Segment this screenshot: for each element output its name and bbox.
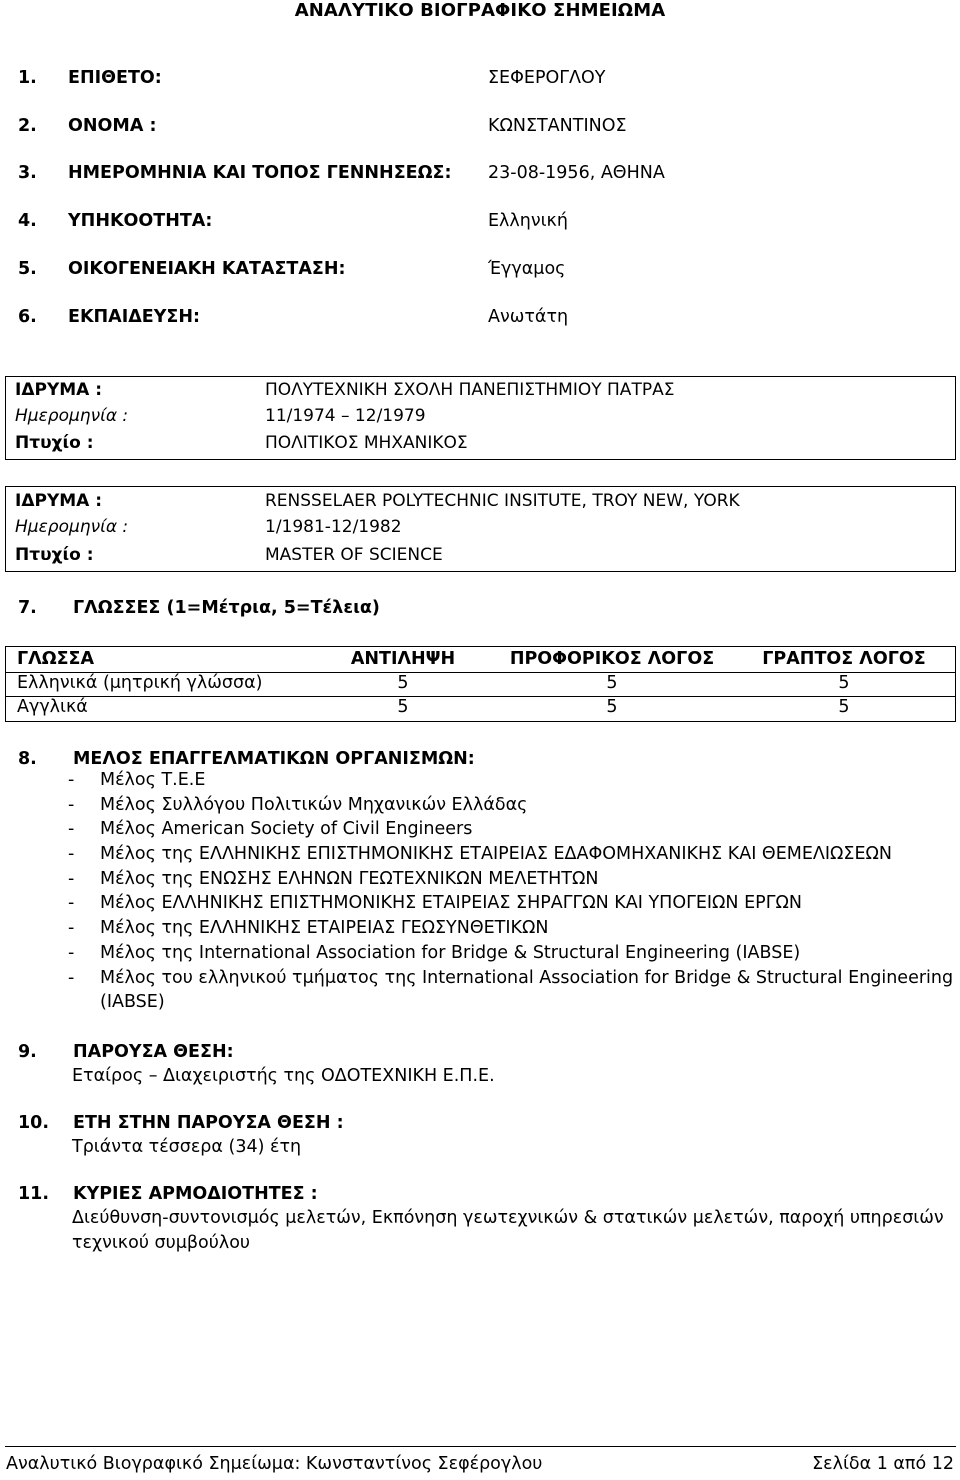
edu-date-label: Ημερομηνία :: [15, 517, 129, 537]
field-value: Έγγαμος: [488, 259, 566, 279]
edu-institution-label: ΙΔΡΥΜΑ :: [15, 380, 103, 400]
table-cell: 5: [397, 673, 409, 693]
section-title: ΚΥΡΙΕΣ ΑΡΜΟΔΙΟΤΗΤΕΣ :: [73, 1184, 318, 1204]
section-heading-languages: [18, 598, 918, 622]
edu-institution-label: ΙΔΡΥΜΑ :: [15, 491, 103, 511]
table-header-row: [6, 649, 955, 674]
item-number: 2.: [18, 116, 37, 136]
edu-degree-value: ΠΟΛΙΤΙΚΟΣ ΜΗΧΑΝΙΚΟΣ: [265, 433, 468, 453]
personal-row-nationality: [0, 211, 960, 235]
edu-degree-label: Πτυχίο :: [15, 545, 94, 565]
section-title: ΕΤΗ ΣΤΗΝ ΠΑΡΟΥΣΑ ΘΕΣΗ :: [73, 1113, 344, 1133]
table-row: [6, 673, 955, 698]
personal-row-name: [0, 116, 960, 140]
table-cell: Αγγλικά: [17, 697, 88, 717]
section-title: ΓΛΩΣΣΕΣ (1=Μέτρια, 5=Τέλεια): [73, 598, 380, 618]
section-number: 8.: [18, 749, 37, 769]
field-label: ΟΙΚΟΓΕΝΕΙΑΚΗ ΚΑΤΑΣΤΑΣΗ:: [68, 259, 346, 279]
section-title: ΜΕΛΟΣ ΕΠΑΓΓΕΛΜΑΤΙΚΩΝ ΟΡΓΑΝΙΣΜΩΝ:: [73, 749, 475, 769]
edu-date-value: 11/1974 – 12/1979: [265, 406, 426, 426]
item-number: 1.: [18, 68, 37, 88]
list-dash: -: [68, 942, 75, 963]
personal-row-birth: [0, 163, 960, 187]
list-dash: -: [68, 794, 75, 815]
section-title: ΠΑΡΟΥΣΑ ΘΕΣΗ:: [73, 1042, 234, 1062]
item-number: 6.: [18, 307, 37, 327]
list-item-text: Μέλος Συλλόγου Πολιτικών Μηχανικών Ελλάδας: [100, 794, 528, 815]
field-label: ΟΝΟΜΑ :: [68, 116, 157, 136]
item-number: 5.: [18, 259, 37, 279]
column-header: ΠΡΟΦΟΡΙΚΟΣ ΛΟΓΟΣ: [509, 649, 715, 669]
personal-row-surname: [0, 68, 960, 92]
item-number: 4.: [18, 211, 37, 231]
list-item: [68, 869, 958, 894]
education-box-1: [5, 376, 956, 460]
section-number: 9.: [18, 1042, 37, 1062]
edu-date-value: 1/1981-12/1982: [265, 517, 402, 537]
document-title: ΑΝΑΛΥΤΙΚΟ ΒΙΟΓΡΑΦΙΚΟ ΣΗΜΕΙΩΜΑ: [294, 0, 666, 21]
list-item: [68, 943, 958, 968]
list-item-text: Μέλος Τ.Ε.Ε: [100, 770, 206, 790]
list-item: [68, 795, 958, 820]
list-dash: -: [68, 893, 75, 914]
table-cell: Ελληνικά (μητρική γλώσσα): [17, 673, 263, 693]
personal-row-education: [0, 307, 960, 331]
list-item-text: Μέλος της ΕΝΩΣΗΣ ΕΛΗΝΩΝ ΓΕΩΤΕΧΝΙΚΩΝ ΜΕΛΕΤΗΤΩΝ: [100, 868, 599, 889]
education-box-2: [5, 486, 956, 572]
footer-document-name: Αναλυτικό Βιογραφικό Σημείωμα: Κωνσταντίνος Σεφέρογλου: [6, 1454, 543, 1474]
section-number: 7.: [18, 598, 37, 618]
list-item: [68, 770, 958, 795]
section-number: 11.: [18, 1184, 50, 1204]
list-item-text: Μέλος του ελληνικού τμήματος της International Association for Bridge & Structural Engineering: [100, 967, 954, 988]
edu-degree-value: MASTER OF SCIENCE: [265, 545, 443, 565]
list-dash: -: [68, 918, 75, 939]
section-heading-duties: [18, 1184, 918, 1208]
table-cell: 5: [838, 673, 850, 693]
section-number: 10.: [18, 1113, 50, 1133]
column-header: ΓΛΩΣΣΑ: [17, 649, 95, 669]
field-label: ΕΠΙΘΕΤΟ:: [68, 68, 162, 88]
section-heading-years: [18, 1113, 918, 1137]
column-header: ΑΝΤΙΛΗΨΗ: [350, 649, 456, 669]
field-value: 23-08-1956, ΑΘΗΝΑ: [488, 163, 665, 183]
languages-table: [5, 646, 956, 722]
list-item-text: Μέλος της International Association for Bridge & Structural Engineering (IABSE): [100, 942, 801, 963]
duties-text-line-2: τεχνικού συμβούλου: [72, 1233, 251, 1253]
list-dash: -: [68, 844, 75, 865]
footer-divider: [5, 1446, 956, 1447]
field-label: ΕΚΠΑΙΔΕΥΣΗ:: [68, 307, 200, 327]
list-item-text: Μέλος της ΕΛΛΗΝΙΚΗΣ ΕΠΙΣΤΗΜΟΝΙΚΗΣ ΕΤΑΙΡΕΙΑΣ ΕΔΑΦΟΜΗΧΑΝΙΚΗΣ ΚΑΙ ΘΕΜΕΛΙΩΣΕΩΝ: [100, 844, 893, 865]
list-item-continuation: (IABSE): [100, 992, 165, 1013]
current-position-text: Εταίρος – Διαχειριστής της ΟΔΟΤΕΧΝΙΚΗ Ε.Π.Ε.: [72, 1066, 495, 1086]
field-label: ΥΠΗΚΟΟΤΗΤΑ:: [68, 211, 213, 231]
list-item-text: Μέλος της ΕΛΛΗΝΙΚΗΣ ΕΤΑΙΡΕΙΑΣ ΓΕΩΣΥΝΘΕΤΙΚΩΝ: [100, 918, 549, 939]
field-value: Ελληνική: [488, 211, 568, 231]
table-cell: 5: [397, 697, 409, 717]
edu-institution-value: ΠΟΛΥΤΕΧΝΙΚΗ ΣΧΟΛΗ ΠΑΝΕΠΙΣΤΗΜΙΟΥ ΠΑΤΡΑΣ: [265, 380, 675, 400]
table-row: [6, 697, 955, 722]
list-dash: -: [68, 819, 75, 840]
list-item: [68, 819, 958, 844]
memberships-list: [68, 770, 958, 1017]
table-cell: 5: [606, 697, 618, 717]
list-item-text: Μέλος American Society of Civil Engineers: [100, 819, 473, 840]
years-in-position-text: Τριάντα τέσσερα (34) έτη: [72, 1137, 302, 1157]
column-header: ΓΡΑΠΤΟΣ ΛΟΓΟΣ: [762, 649, 926, 669]
list-item: [68, 968, 958, 993]
personal-row-marital: [0, 259, 960, 283]
list-dash: -: [68, 967, 75, 988]
list-item: [68, 844, 958, 869]
list-item: [68, 893, 958, 918]
field-value: Ανωτάτη: [488, 307, 569, 327]
table-cell: 5: [838, 697, 850, 717]
list-dash: -: [68, 868, 75, 889]
table-cell: 5: [606, 673, 618, 693]
edu-degree-label: Πτυχίο :: [15, 433, 94, 453]
edu-date-label: Ημερομηνία :: [15, 406, 129, 426]
item-number: 3.: [18, 163, 37, 183]
list-item-text: Μέλος ΕΛΛΗΝΙΚΗΣ ΕΠΙΣΤΗΜΟΝΙΚΗΣ ΕΤΑΙΡΕΙΑΣ ΣΗΡΑΓΓΩΝ ΚΑΙ ΥΠΟΓΕΙΩΝ ΕΡΓΩΝ: [100, 893, 802, 914]
field-label: ΗΜΕΡΟΜΗΝΙΑ ΚΑΙ ΤΟΠΟΣ ΓΕΝΝΗΣΕΩΣ:: [68, 163, 452, 183]
field-value: ΣΕΦΕΡΟΓΛΟΥ: [488, 68, 606, 88]
footer-page-number: Σελίδα 1 από 12: [812, 1454, 954, 1474]
edu-institution-value: RENSSELAER POLYTECHNIC INSITUTE, TROY NEW, YORK: [265, 491, 740, 511]
field-value: ΚΩΝΣΤΑΝΤΙΝΟΣ: [488, 116, 627, 136]
list-dash: -: [68, 770, 75, 790]
duties-text-line-1: Διεύθυνση-συντονισμός μελετών, Εκπόνηση γεωτεχνικών & στατικών μελετών, παροχή υπηρεσιών: [72, 1208, 944, 1228]
section-heading-current-position: [18, 1042, 918, 1066]
list-item: [68, 918, 958, 943]
